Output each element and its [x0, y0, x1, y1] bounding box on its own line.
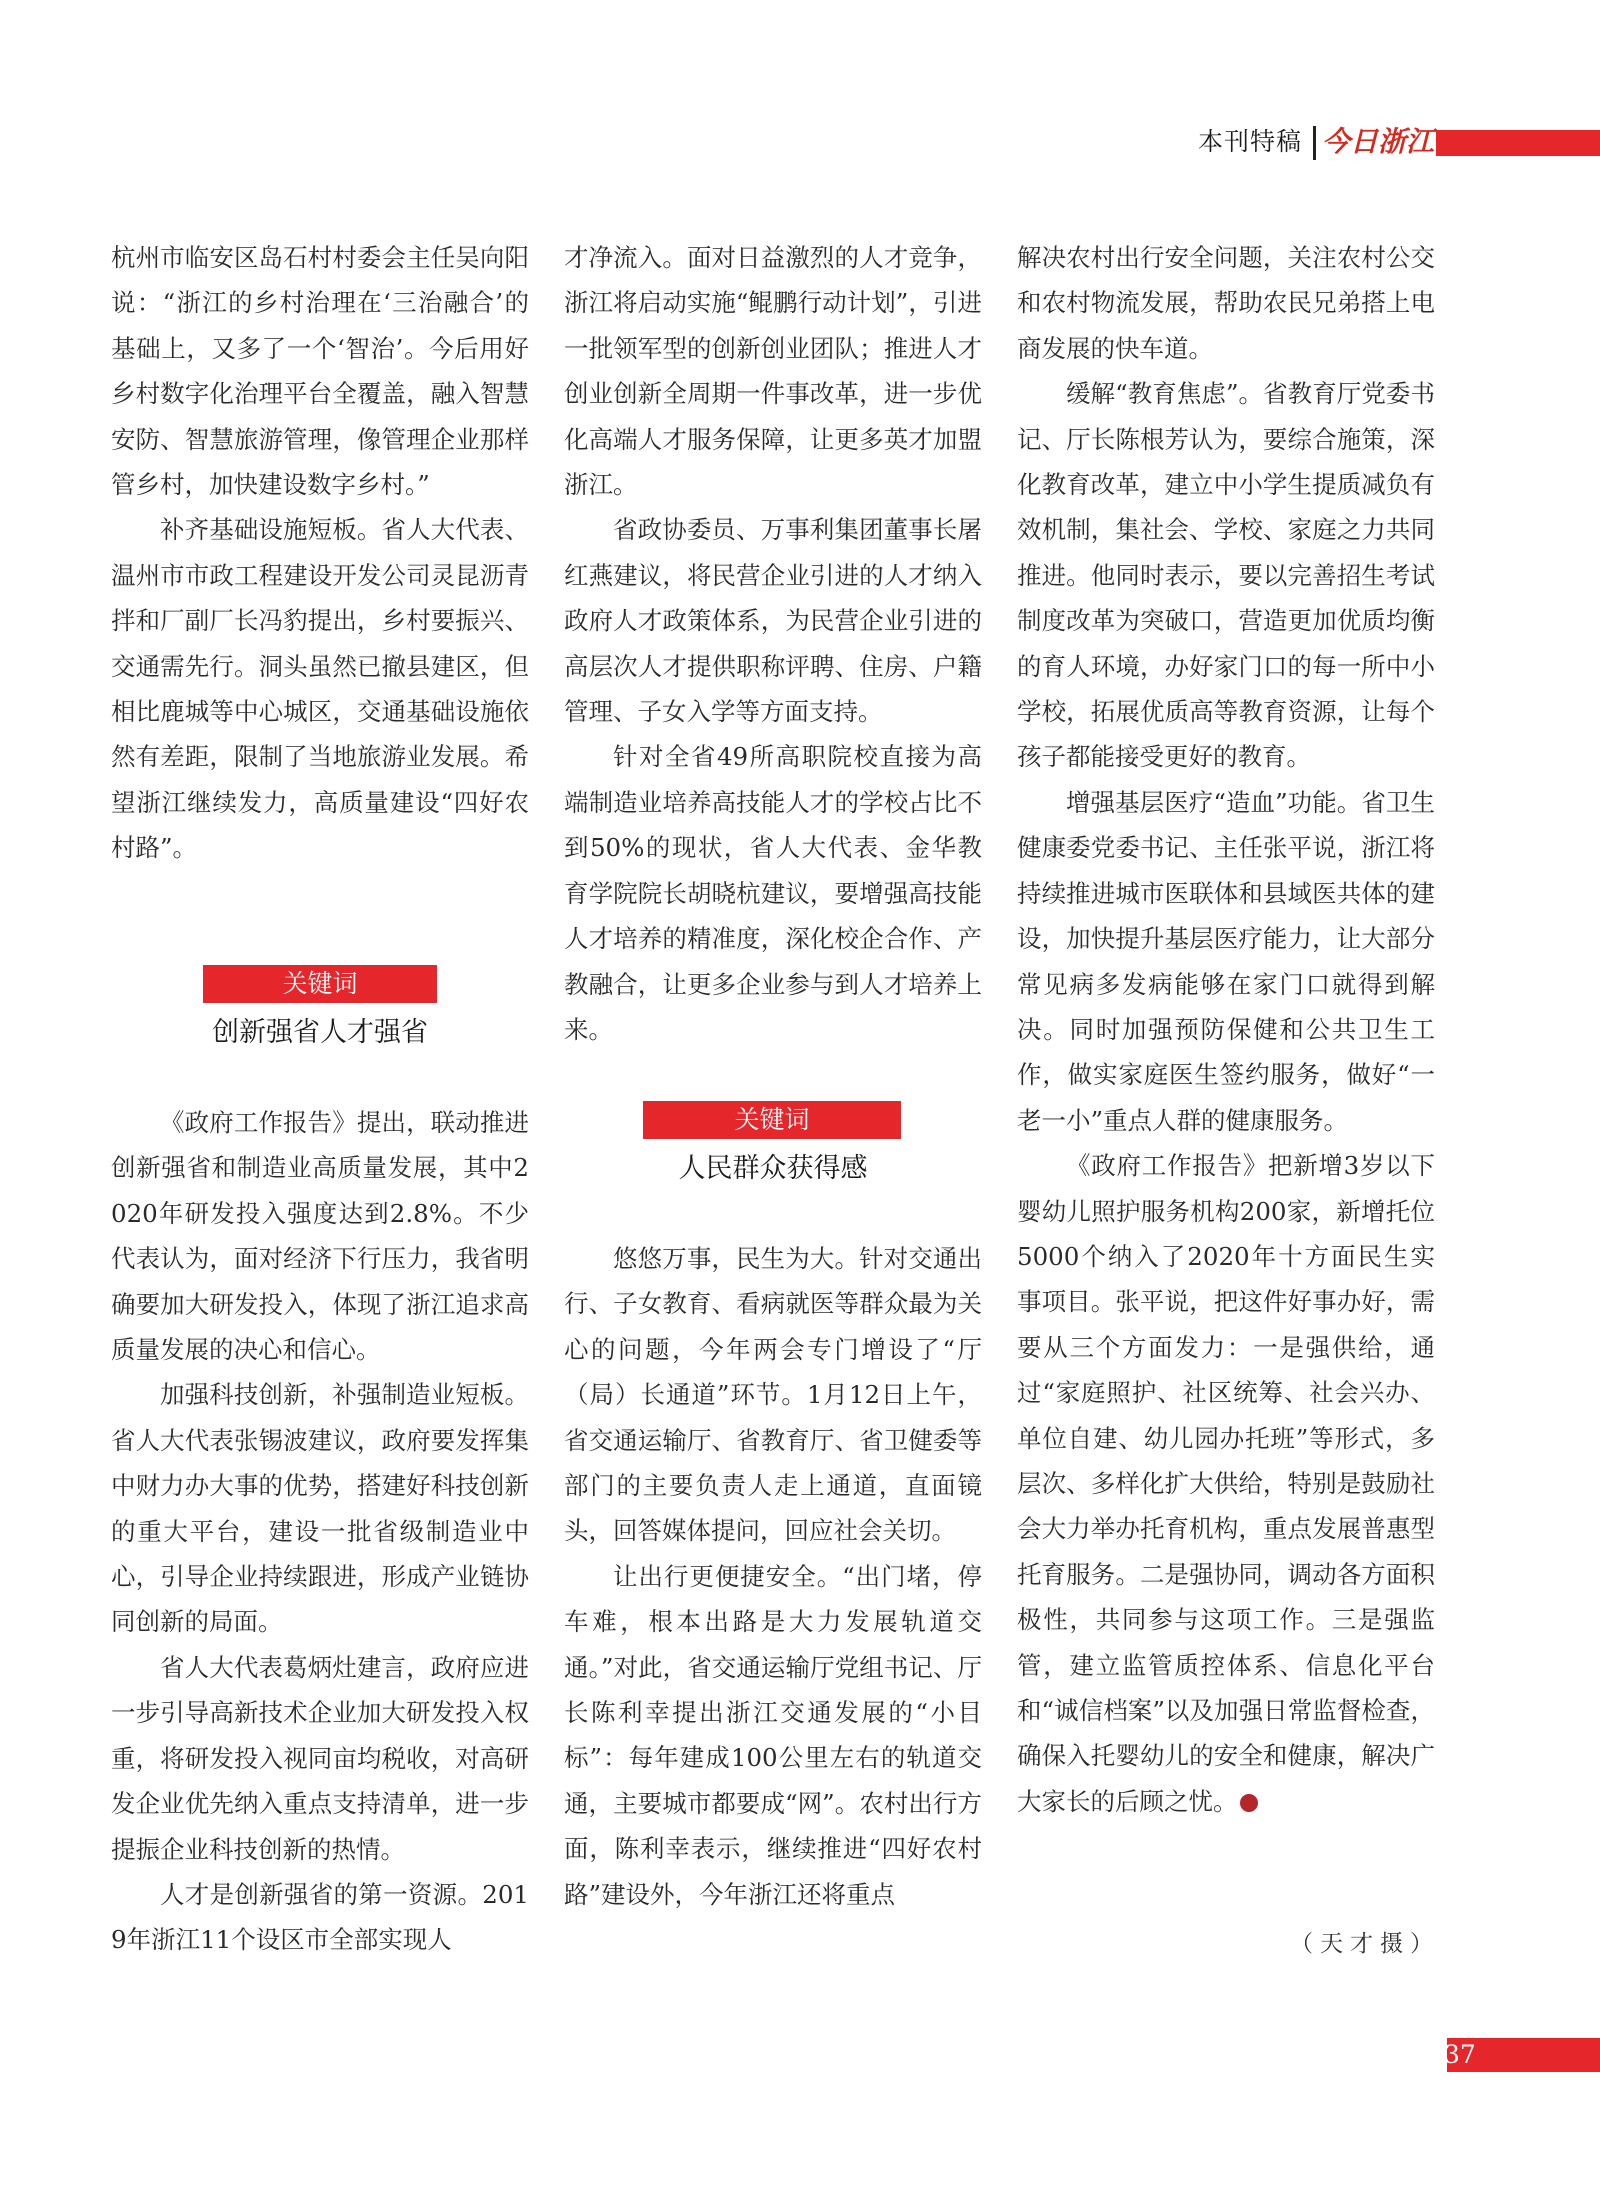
end-mark-icon: [1240, 1794, 1258, 1812]
col1-paragraph-4: 加强科技创新，补强制造业短板。省人大代表张锡波建议，政府要发挥集中财力办大事的优势，搭建好科技创新的重大平台，建设一批省级制造业中心，引导企业持续跟进，形成产业链协同创新的局面。: [111, 1380, 529, 1637]
magazine-logo: 今日浙江: [1322, 125, 1435, 158]
col1-paragraph-6: 人才是创新强省的第一资源。2019年浙江11个设区市全部实现人: [111, 1879, 529, 1955]
column-2-lower: [564, 1236, 982, 1917]
header-divider: [1313, 126, 1316, 160]
col3-paragraph-4-text: 《政府工作报告》把新增3岁以下婴幼儿照护服务机构200家，新增托位5000个纳入了2020年十方面民生实事项目。张平说，把这件好事办好，需要从三个方面发力：一是强供给，通过“家庭照护、社区统筹、社会兴办、单位自建、幼儿园办托班”等形式，多层次、多样化扩大供给，特别是鼓励社会大力举办托育机构，重点发展普惠型托育服务。二是强协同，调动各方面积极性，共同参与这项工作。三是强监管，建立监管质控体系、信息化平台和“诚信档案”以及加强日常监督检查，确保入托婴幼儿的安全和健康，解决广大家长的后顾之忧。: [1017, 1151, 1435, 1816]
keyword-title-1: 创新强省人才强省: [212, 1017, 428, 1048]
col2-paragraph-5: 让出行更便捷安全。“出门堵，停车难，根本出路是大力发展轨道交通。”对此，省交通运输厅党组书记、厅长陈利幸提出浙江交通发展的“小目标”：每年建成100公里左右的轨道交通，主要城市都要成“网”。农村出行方面，陈利幸表示，继续推进“四好农村路”建设外，今年浙江还将重点: [564, 1561, 982, 1909]
col1-paragraph-2: 补齐基础设施短板。省人大代表、温州市市政工程建设开发公司灵昆沥青拌和厂副厂长冯豹提出，乡村要振兴、交通需先行。洞头虽然已撤县建区，但相比鹿城等中心城区，交通基础设施依然有差距，限制了当地旅游业发展。希望浙江继续发力，高质量建设“四好农村路”。: [111, 515, 529, 863]
col1-paragraph-1: 杭州市临安区岛石村村委会主任吴向阳说：“浙江的乡村治理在‘三治融合’的基础上，又多了一个‘智治’。今后用好乡村数字化治理平台全覆盖，融入智慧安防、智慧旅游管理，像管理企业那样管乡村，加快建设数字乡村。”: [111, 243, 529, 500]
col1-paragraph-3: 《政府工作报告》提出，联动推进创新强省和制造业高质量发展，其中2020年研发投入强度达到2.8%。不少代表认为，面对经济下行压力，我省明确要加大研发投入，体现了浙江追求高质量发展的决心和信心。: [111, 1108, 529, 1365]
column-3: [1017, 235, 1435, 1824]
col3-paragraph-3: 增强基层医疗“造血”功能。省卫生健康委党委书记、主任张平说，浙江将持续推进城市医联体和县域医共体的建设，加快提升基层医疗能力，让大部分常见病多发病能够在家门口就得到解决。同时加强预防保健和公共卫生工作，做实家庭医生签约服务，做好“一老一小”重点人群的健康服务。: [1017, 787, 1435, 1135]
col2-paragraph-3: 针对全省49所高职院校直接为高端制造业培养高技能人才的学校占比不到50%的现状，省人大代表、金华教育学院院长胡晓杭建议，要增强高技能人才培养的精准度，深化校企合作、产教融合，让更多企业参与到人才培养上来。: [564, 742, 982, 1044]
header-red-bar: [1436, 130, 1600, 156]
col3-paragraph-4: [1017, 1143, 1435, 1824]
keyword-title-2: 人民群众获得感: [678, 1153, 868, 1184]
column-2: [564, 235, 982, 1052]
col2-paragraph-1: 才净流入。面对日益激烈的人才竞争，浙江将启动实施“鲲鹏行动计划”，引进一批领军型的创新创业团队；推进人才创业创新全周期一件事改革，进一步优化高端人才服务保障，让更多英才加盟浙江。: [564, 243, 982, 500]
photo-credit: （天才摄）: [1290, 1931, 1440, 1957]
col2-paragraph-2: 省政协委员、万事利集团董事长屠红燕建议，将民营企业引进的人才纳入政府人才政策体系，为民营企业引进的高层次人才提供职称评聘、住房、户籍管理、子女入学等方面支持。: [564, 515, 982, 727]
col2-paragraph-4: 悠悠万事，民生为大。针对交通出行、子女教育、看病就医等群众最为关心的问题，今年两会专门增设了“厅（局）长通道”环节。1月12日上午，省交通运输厅、省教育厅、省卫健委等部门的主要负责人走上通道，直面镜头，回答媒体提问，回应社会关切。: [564, 1244, 982, 1546]
column-1: [111, 235, 529, 871]
keyword-label-1: 关键词: [203, 965, 437, 1003]
col1-paragraph-5: 省人大代表葛炳灶建言，政府应进一步引导高新技术企业加大研发投入权重，将研发投入视同亩均税收，对高研发企业优先纳入重点支持清单，进一步提振企业科技创新的热情。: [111, 1652, 529, 1864]
section-label: 本刊特稿: [1198, 127, 1303, 156]
column-1-lower: [111, 1100, 529, 1963]
col3-paragraph-2: 缓解“教育焦虑”。省教育厅党委书记、厅长陈根芳认为，要综合施策，深化教育改革，建立中小学生提质减负有效机制，集社会、学校、家庭之力共同推进。他同时表示，要以完善招生考试制度改革为突破口，营造更加优质均衡的育人环境，办好家门口的每一所中小学校，拓展优质高等教育资源，让每个孩子都能接受更好的教育。: [1017, 379, 1435, 772]
page-number: 37: [1444, 2040, 1476, 2069]
col3-paragraph-1: 解决农村出行安全问题，关注农村公交和农村物流发展，帮助农民兄弟搭上电商发展的快车道。: [1017, 243, 1435, 363]
keyword-label-2: 关键词: [643, 1101, 901, 1139]
